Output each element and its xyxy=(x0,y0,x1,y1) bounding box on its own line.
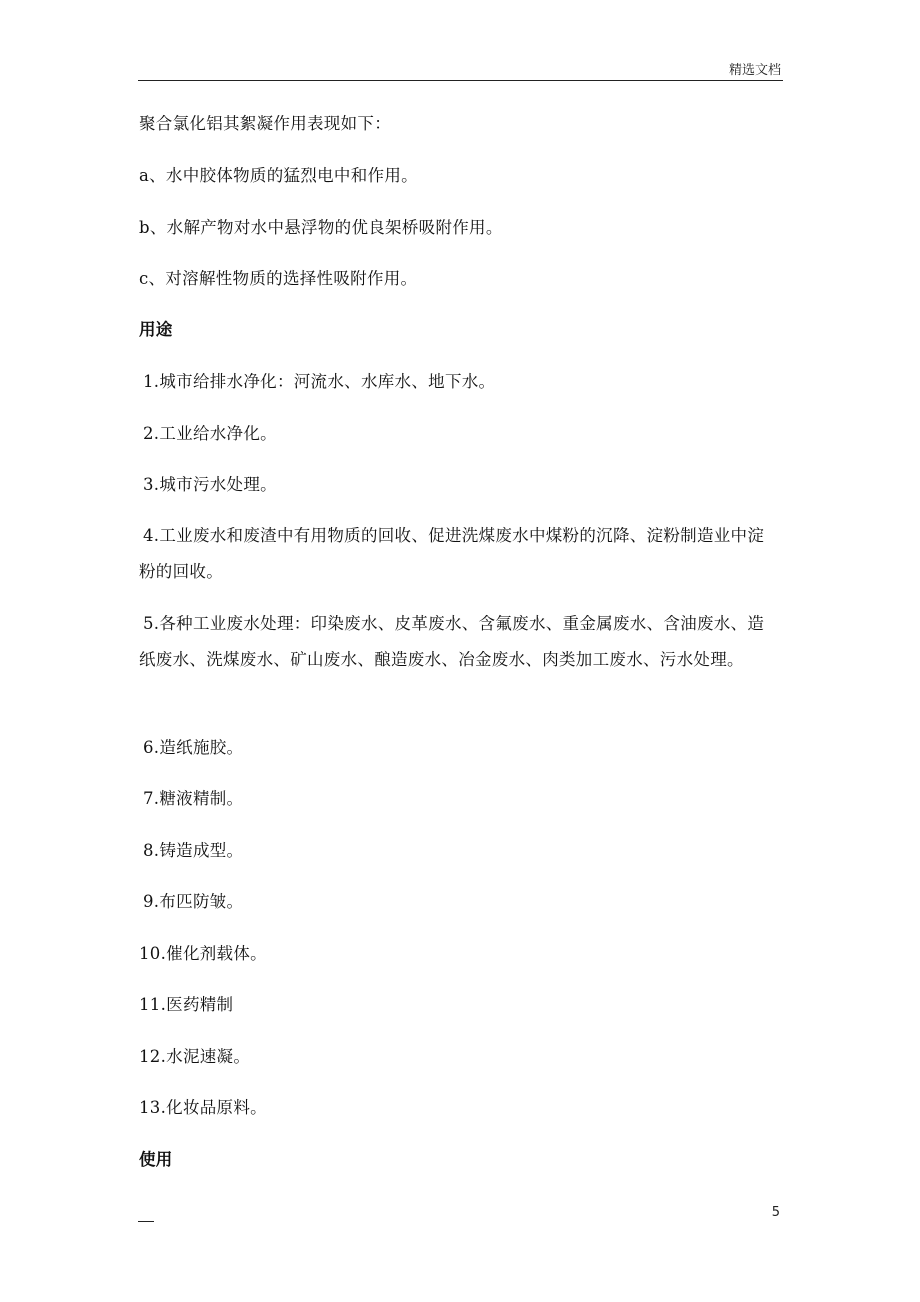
intro-item-a: a、水中胶体物质的猛烈电中和作用。 xyxy=(139,166,418,185)
intro-item-b: b、水解产物对水中悬浮物的优良架桥吸附作用。 xyxy=(139,218,503,237)
use-item-7: 7.糖液精制。 xyxy=(143,789,244,808)
intro-item-c: c、对溶解性物质的选择性吸附作用。 xyxy=(139,269,418,288)
use-item-4: 4.工业废水和废渣中有用物质的回收、促进洗煤废水中煤粉的沉降、淀粉制造业中淀粉的回收。 xyxy=(139,526,765,581)
use-item-11: 11.医药精制 xyxy=(139,995,234,1014)
use-item-9: 9.布匹防皱。 xyxy=(143,892,244,911)
use-item-1: 1.城市给排水净化：河流水、水库水、地下水。 xyxy=(143,372,496,391)
use-item-3: 3.城市污水处理。 xyxy=(143,475,277,494)
use-item-10: 10.催化剂载体。 xyxy=(139,944,267,963)
use-item-6: 6.造纸施胶。 xyxy=(143,738,244,757)
use-item-13: 13.化妆品原料。 xyxy=(139,1098,267,1117)
footer-dash xyxy=(138,1221,154,1222)
header-label: 精选文档 xyxy=(728,63,781,78)
use-item-12: 12.水泥速凝。 xyxy=(139,1047,251,1066)
section-heading-uses: 用途 xyxy=(139,320,173,339)
use-item-2: 2.工业给水净化。 xyxy=(143,424,277,443)
use-item-5: 5.各种工业废水处理：印染废水、皮革废水、含氟废水、重金属废水、含油废水、造纸废水、洗煤废水、矿山废水、酿造废水、冶金废水、肉类加工废水、污水处理。 xyxy=(139,614,765,669)
page-number: 5 xyxy=(771,1205,780,1220)
header-rule xyxy=(138,80,783,81)
section-heading-usage: 使用 xyxy=(139,1150,173,1169)
use-item-8: 8.铸造成型。 xyxy=(143,841,244,860)
intro-title: 聚合氯化铝其絮凝作用表现如下： xyxy=(139,114,391,133)
